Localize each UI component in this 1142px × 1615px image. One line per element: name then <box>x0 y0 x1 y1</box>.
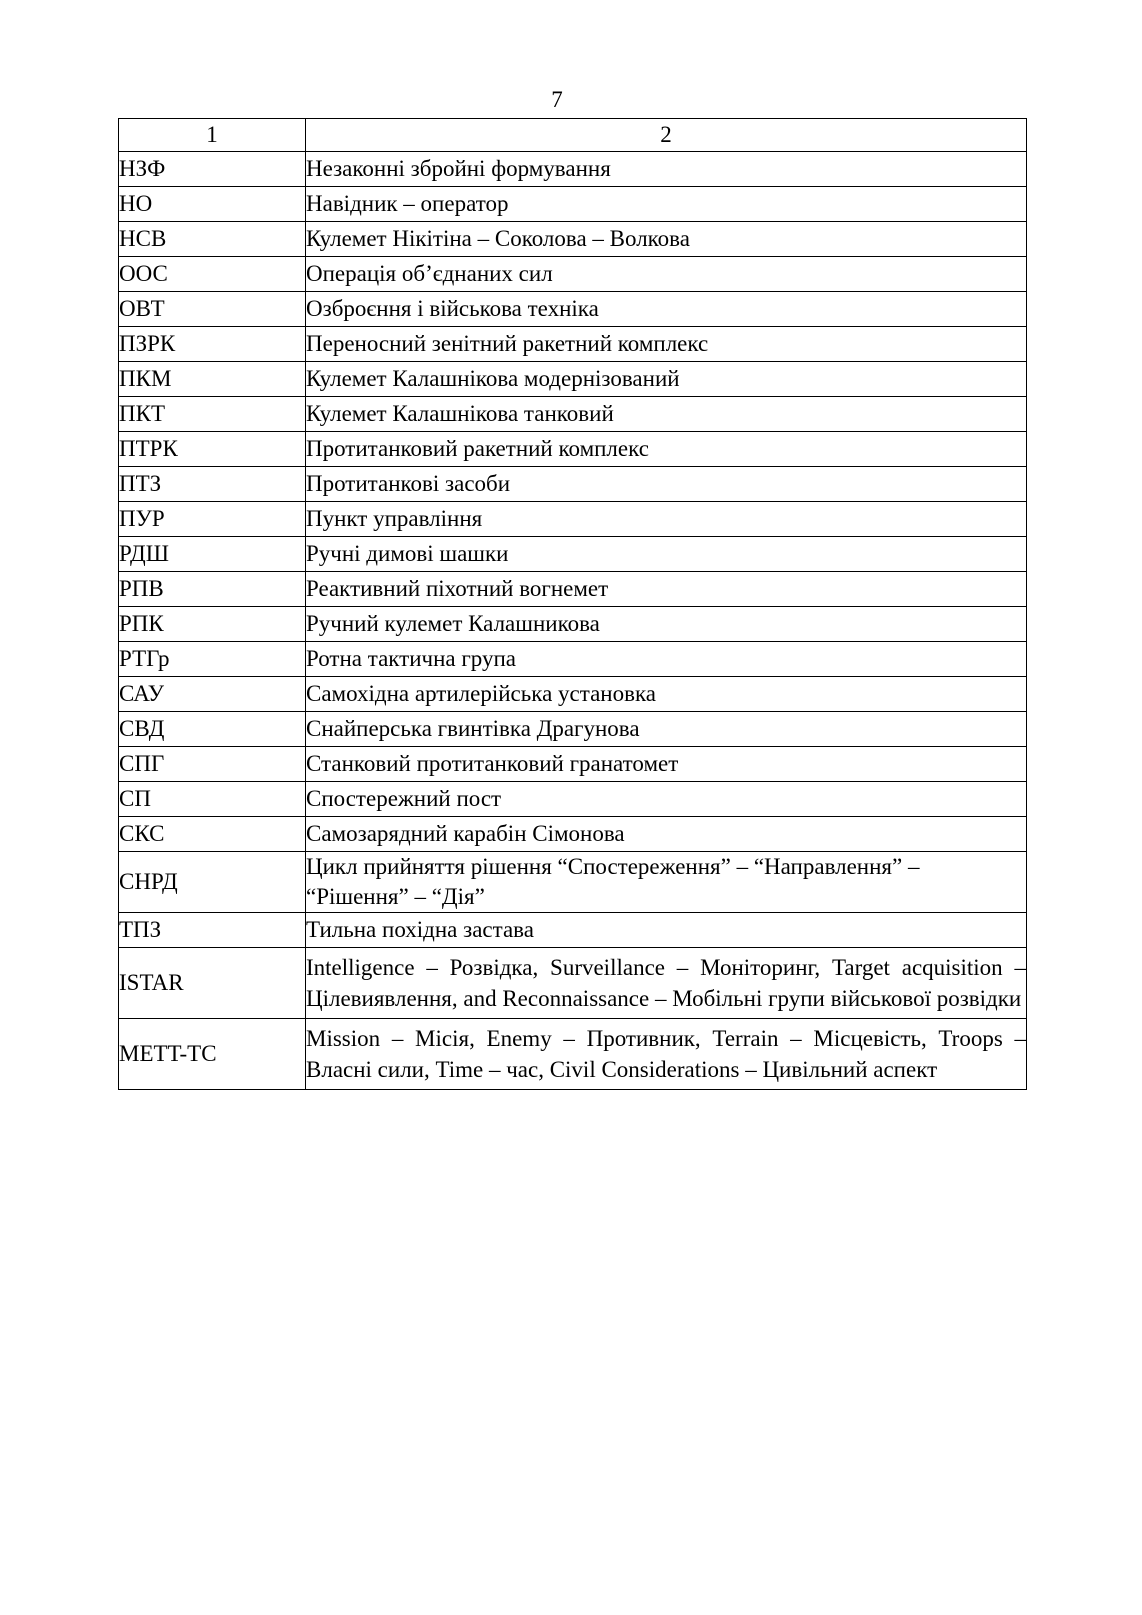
cell-description: Протитанкові засоби <box>306 467 1027 502</box>
cell-abbreviation: ISTAR <box>119 948 306 1019</box>
table-body <box>119 152 1027 1090</box>
table-row <box>119 432 1027 467</box>
table-row <box>119 292 1027 327</box>
cell-abbreviation: СПГ <box>119 747 306 782</box>
cell-abbreviation: СП <box>119 782 306 817</box>
table-row <box>119 677 1027 712</box>
cell-description: Реактивний піхотний вогнемет <box>306 572 1027 607</box>
cell-description: Кулемет Калашнікова модернізований <box>306 362 1027 397</box>
table-row <box>119 362 1027 397</box>
table-row <box>119 948 1027 1019</box>
cell-description: Кулемет Нікітіна – Соколова – Волкова <box>306 222 1027 257</box>
cell-description: Протитанковий ракетний комплекс <box>306 432 1027 467</box>
table-row <box>119 152 1027 187</box>
cell-description: Ручний кулемет Калашникова <box>306 607 1027 642</box>
cell-abbreviation: НСВ <box>119 222 306 257</box>
table-row <box>119 502 1027 537</box>
cell-description: Intelligence – Розвідка, Surveillance – Моніторинг, Target acquisition – Цілевиявлення, and Reconnaissance – Мобільні групи військової розвідки <box>306 948 1027 1019</box>
table-row <box>119 187 1027 222</box>
cell-description: Самохідна артилерійська установка <box>306 677 1027 712</box>
page-number: 7 <box>551 87 563 112</box>
cell-description: Тильна похідна застава <box>306 913 1027 948</box>
table-header <box>119 119 1027 152</box>
cell-description: Ротна тактична група <box>306 642 1027 677</box>
cell-abbreviation: ООС <box>119 257 306 292</box>
cell-abbreviation: СНРД <box>119 852 306 913</box>
cell-description: Цикл прийняття рішення “Спостереження” – “Направлення” – “Рішення” – “Дія” <box>306 852 1027 913</box>
column-header-abbreviation: 1 <box>119 119 306 152</box>
table-row <box>119 572 1027 607</box>
table-row <box>119 397 1027 432</box>
table-row <box>119 747 1027 782</box>
cell-abbreviation: РТГр <box>119 642 306 677</box>
cell-abbreviation: METT-TC <box>119 1019 306 1090</box>
cell-description: Пункт управління <box>306 502 1027 537</box>
cell-description: Навідник – оператор <box>306 187 1027 222</box>
cell-description: Операція об’єднаних сил <box>306 257 1027 292</box>
table-row <box>119 327 1027 362</box>
table-header-row <box>119 119 1027 152</box>
table-row <box>119 1019 1027 1090</box>
cell-description: Mission – Місія, Enemy – Противник, Terrain – Місцевість, Troops – Власні сили, Time – час, Civil Considerations – Цивільний аспект <box>306 1019 1027 1090</box>
table-row <box>119 222 1027 257</box>
table-row <box>119 642 1027 677</box>
abbreviations-table <box>118 118 1027 1090</box>
cell-abbreviation: ПТЗ <box>119 467 306 502</box>
cell-abbreviation: ПКТ <box>119 397 306 432</box>
cell-description: Спостережний пост <box>306 782 1027 817</box>
cell-abbreviation: НО <box>119 187 306 222</box>
table-row <box>119 537 1027 572</box>
cell-abbreviation: ТПЗ <box>119 913 306 948</box>
cell-description: Озброєння і військова техніка <box>306 292 1027 327</box>
cell-abbreviation: РПК <box>119 607 306 642</box>
cell-abbreviation: РДШ <box>119 537 306 572</box>
cell-description: Переносний зенітний ракетний комплекс <box>306 327 1027 362</box>
cell-abbreviation: ПЗРК <box>119 327 306 362</box>
cell-abbreviation: ПТРК <box>119 432 306 467</box>
cell-description: Незаконні збройні формування <box>306 152 1027 187</box>
cell-description: Снайперська гвинтівка Драгунова <box>306 712 1027 747</box>
table-row <box>119 257 1027 292</box>
table-row <box>119 852 1027 913</box>
table-row <box>119 607 1027 642</box>
cell-abbreviation: СКС <box>119 817 306 852</box>
cell-abbreviation: ПКМ <box>119 362 306 397</box>
cell-description: Ручні димові шашки <box>306 537 1027 572</box>
table-row <box>119 712 1027 747</box>
column-header-description: 2 <box>306 119 1027 152</box>
cell-abbreviation: НЗФ <box>119 152 306 187</box>
table-row <box>119 467 1027 502</box>
cell-abbreviation: СВД <box>119 712 306 747</box>
cell-abbreviation: РПВ <box>119 572 306 607</box>
cell-abbreviation: ПУР <box>119 502 306 537</box>
table-row <box>119 817 1027 852</box>
cell-abbreviation: ОВТ <box>119 292 306 327</box>
table-row <box>119 782 1027 817</box>
cell-abbreviation: САУ <box>119 677 306 712</box>
cell-description: Кулемет Калашнікова танковий <box>306 397 1027 432</box>
cell-description: Станковий протитанковий гранатомет <box>306 747 1027 782</box>
table-row <box>119 913 1027 948</box>
cell-description: Самозарядний карабін Сімонова <box>306 817 1027 852</box>
